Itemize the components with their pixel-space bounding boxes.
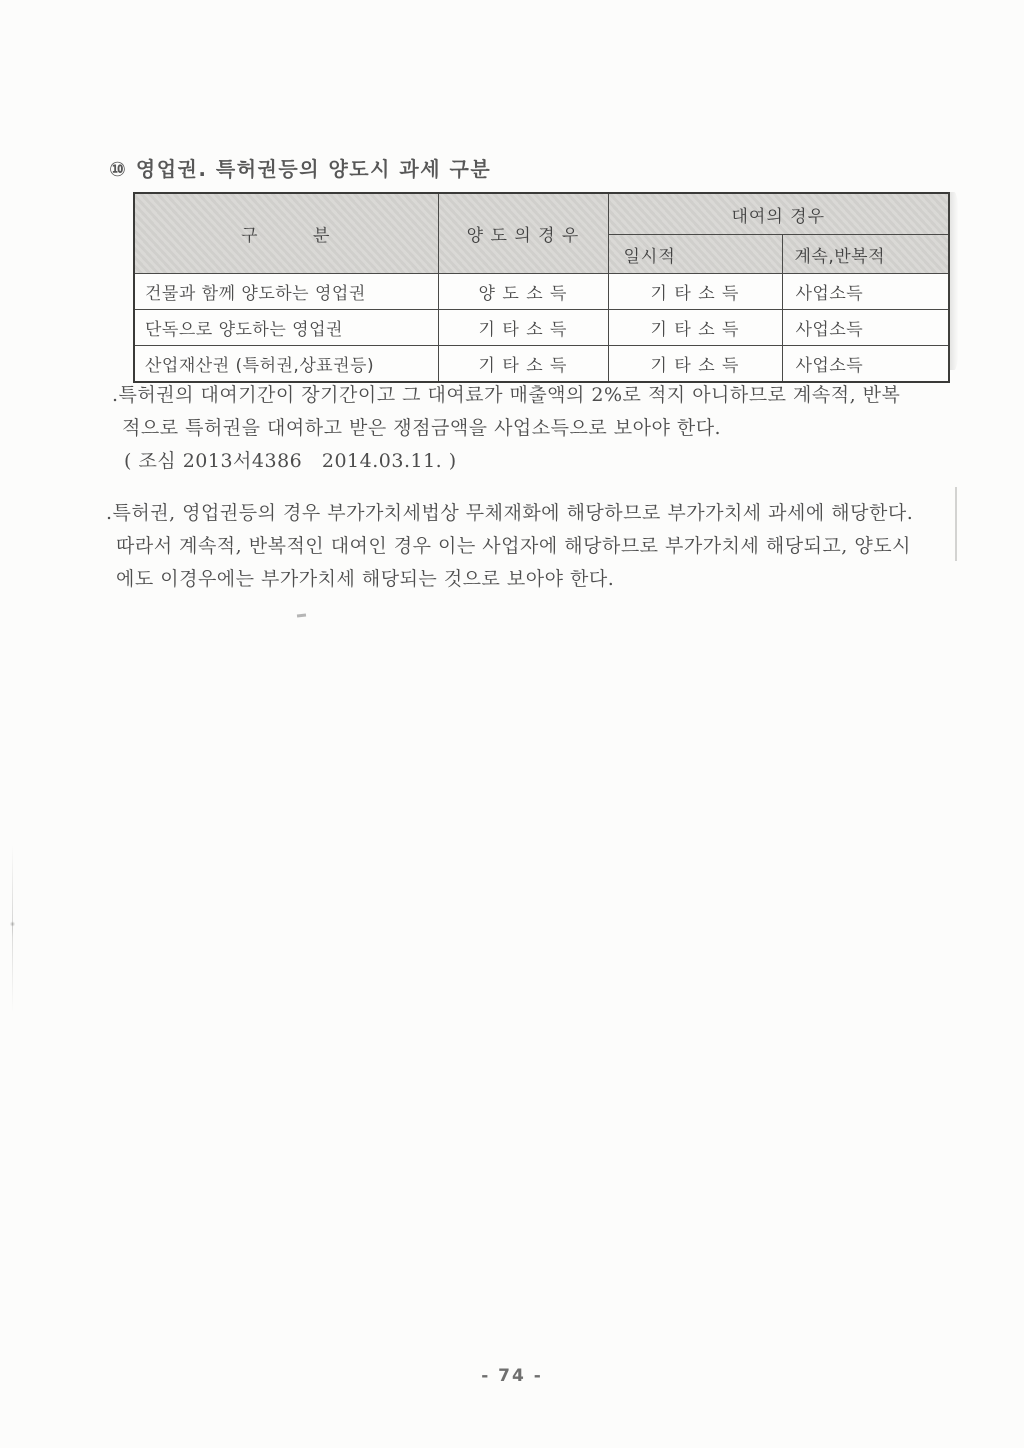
cell-transfer-income: 양 도 소 득: [438, 274, 608, 310]
column-header-transfer-case: 양 도 의 경 우: [438, 193, 608, 274]
tax-classification-table: [133, 192, 950, 383]
cell-category: 산업재산권 (특허권,상표권등): [134, 346, 438, 383]
case-citation: ( 조심 2013서4386 2014.03.11. ): [124, 450, 457, 472]
page-number: - 74 -: [481, 1366, 543, 1386]
note-text-line: .특허권의 대여기간이 장기간이고 그 대여료가 매출액의 2%로 적지 아니하므로 계속적, 반복: [112, 384, 901, 406]
note-vat-treatment: [106, 497, 913, 596]
table-row: [134, 310, 949, 346]
cell-category: 건물과 함께 양도하는 영업권: [134, 274, 438, 310]
scan-right-edge-artifact: [955, 487, 957, 561]
page-title: ⑩ 영업권. 특허권등의 양도시 과세 구분: [109, 157, 492, 181]
column-header-continuous: 계속,반복적: [782, 235, 949, 274]
column-header-lease-case: 대여의 경우: [608, 193, 949, 235]
scan-left-edge-artifact: [12, 845, 13, 1013]
table-header: [134, 193, 949, 274]
scan-dash-artifact: [297, 614, 306, 618]
column-header-temporary: 일시적: [608, 235, 782, 274]
table-row: [134, 274, 949, 310]
column-header-category: 구 분: [134, 193, 438, 274]
cell-temporary-income: 기 타 소 득: [608, 274, 782, 310]
table-row: [134, 346, 949, 383]
note-text-line: .특허권, 영업권등의 경우 부가가치세법상 무체재화에 해당하므로 부가가치세 과세에 해당한다.: [106, 502, 914, 524]
note-text-line: 따라서 계속적, 반복적인 대여인 경우 이는 사업자에 해당하므로 부가가치세 해당되고, 양도시: [116, 535, 911, 557]
note-text-line: 적으로 특허권을 대여하고 받은 쟁점금액을 사업소득으로 보아야 한다.: [122, 417, 722, 439]
scan-speck-artifact: [10, 921, 15, 927]
cell-category: 단독으로 양도하는 영업권: [134, 310, 438, 346]
scan-page-curve-shade: [948, 192, 962, 370]
cell-business-income: 사업소득: [782, 310, 949, 346]
note-patent-lease-income: [112, 379, 900, 478]
cell-business-income: 사업소득: [782, 274, 949, 310]
cell-transfer-income: 기 타 소 득: [438, 310, 608, 346]
cell-business-income: 사업소득: [782, 346, 949, 383]
cell-temporary-income: 기 타 소 득: [608, 346, 782, 383]
note-text-line: 에도 이경우에는 부가가치세 해당되는 것으로 보아야 한다.: [116, 568, 615, 590]
cell-transfer-income: 기 타 소 득: [438, 346, 608, 383]
cell-temporary-income: 기 타 소 득: [608, 310, 782, 346]
